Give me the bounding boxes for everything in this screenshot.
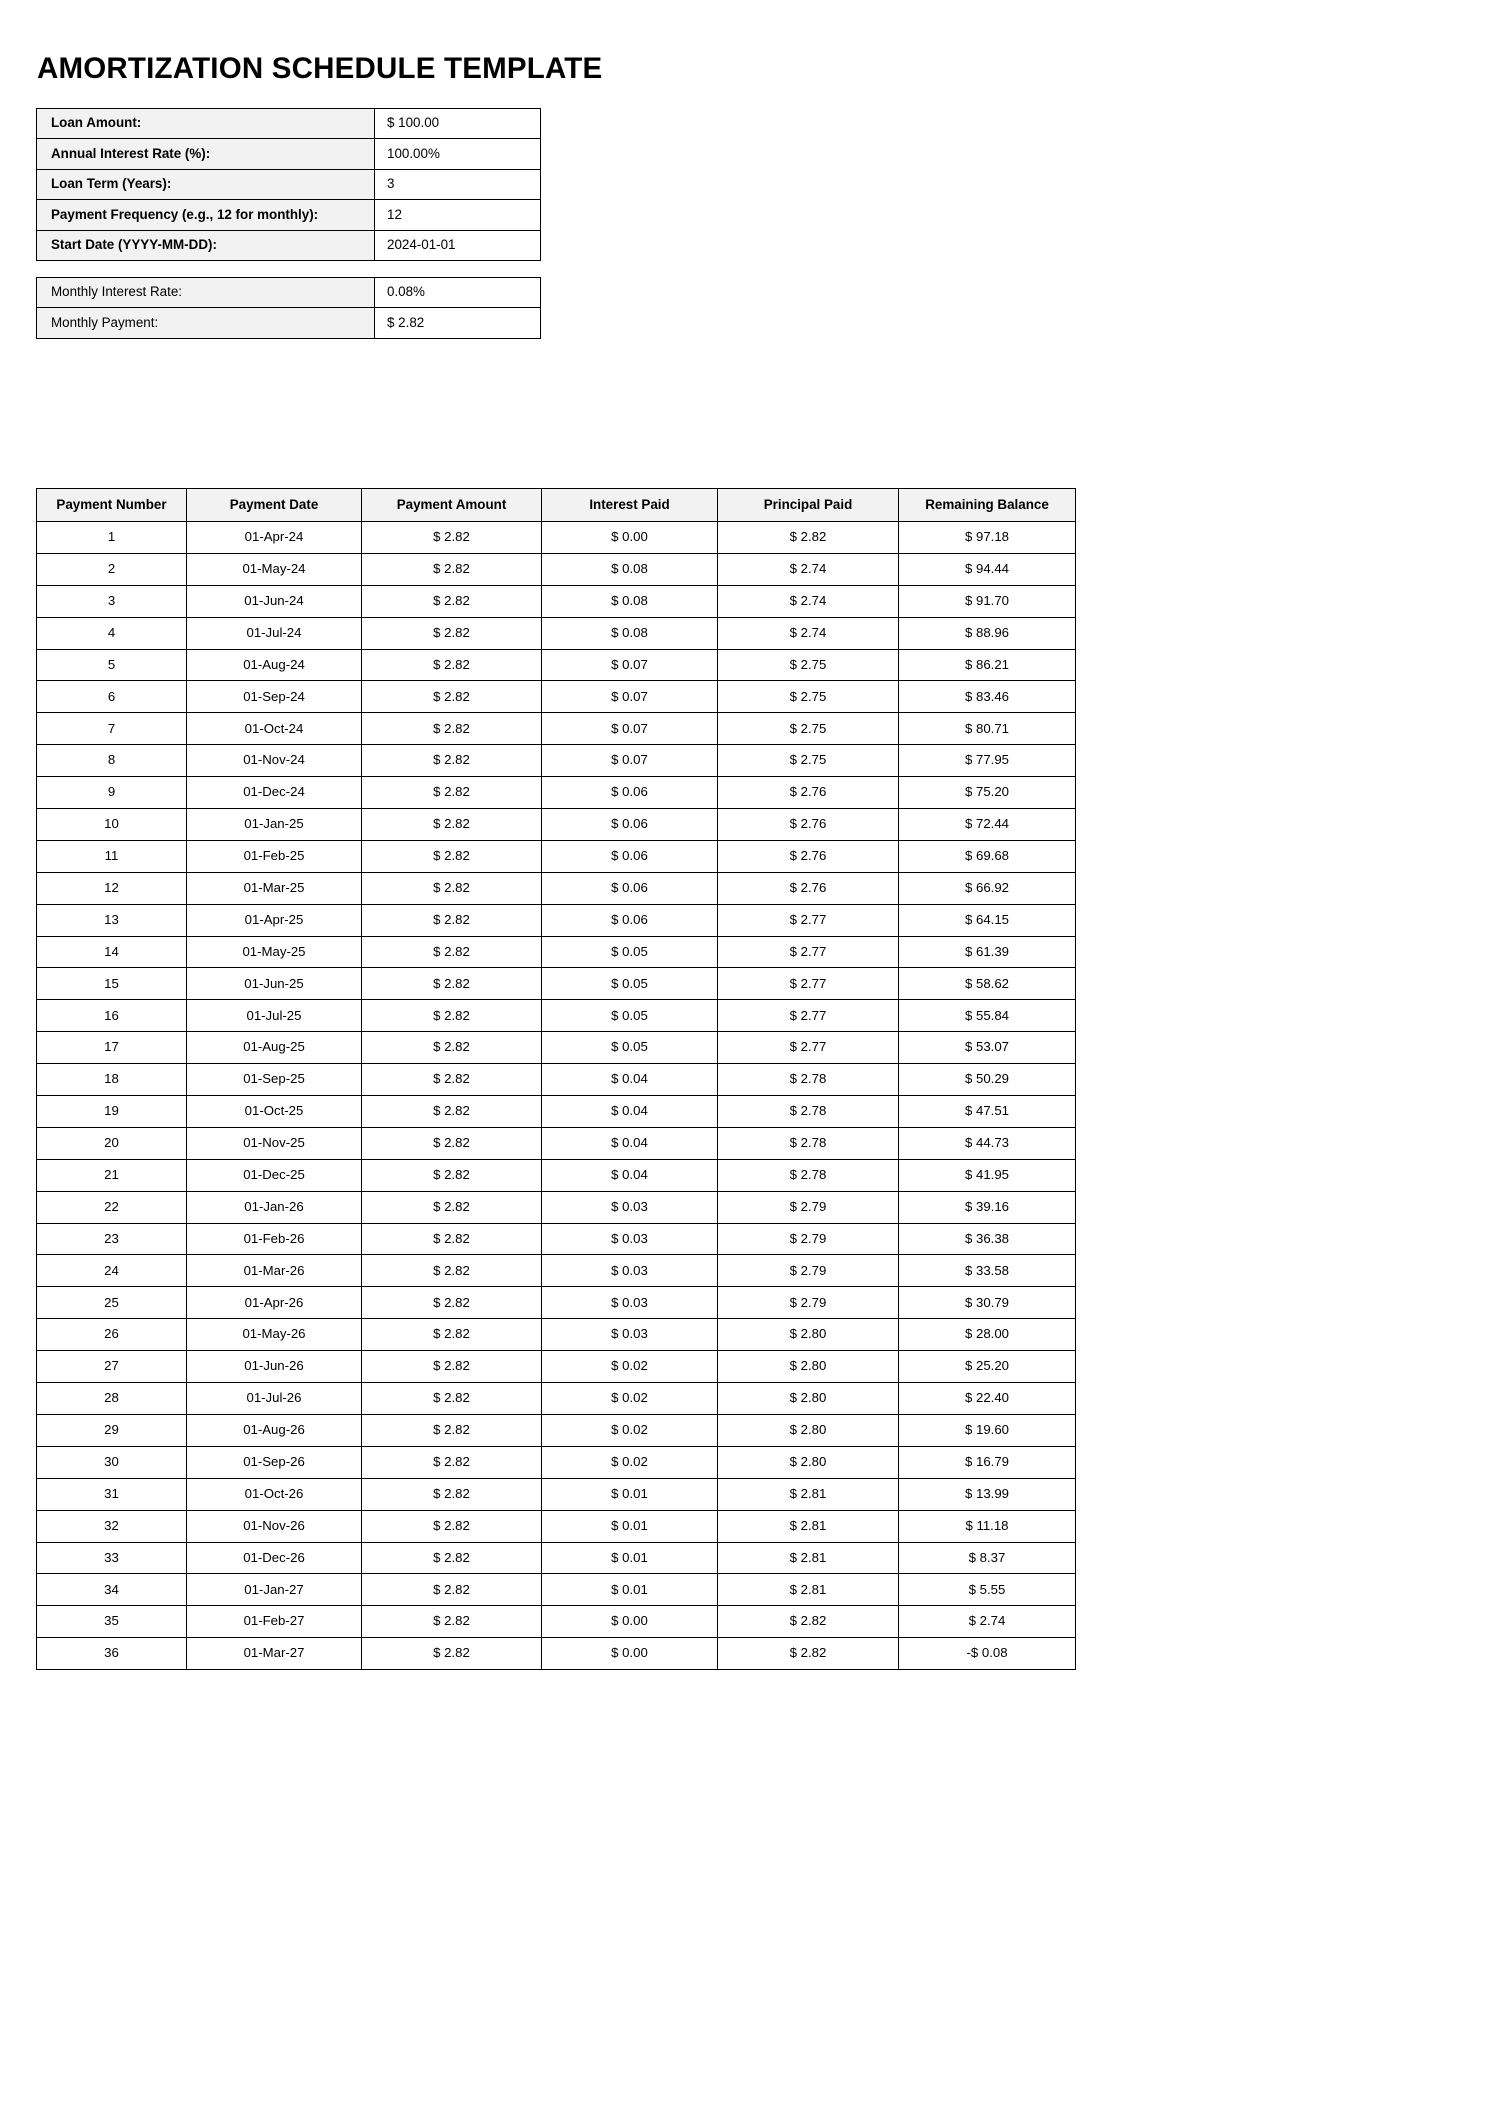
- payment-amount-cell: $ 2.82: [362, 1414, 542, 1446]
- principal-paid-cell: $ 2.77: [718, 1032, 899, 1064]
- payment-number-cell: 35: [37, 1606, 187, 1638]
- table-row: [37, 1255, 1076, 1287]
- payment-amount-cell: $ 2.82: [362, 1510, 542, 1542]
- payment-date-cell: 01-Jan-27: [187, 1574, 362, 1606]
- payment-date-cell: 01-Mar-26: [187, 1255, 362, 1287]
- remaining-balance-cell: $ 2.74: [899, 1606, 1076, 1638]
- table-row: [37, 840, 1076, 872]
- payment-number-cell: 15: [37, 968, 187, 1000]
- remaining-balance-cell: $ 53.07: [899, 1032, 1076, 1064]
- payment-number-cell: 21: [37, 1159, 187, 1191]
- interest-paid-cell: $ 0.03: [542, 1223, 718, 1255]
- interest-paid-cell: $ 0.00: [542, 522, 718, 554]
- payment-amount-cell: $ 2.82: [362, 1287, 542, 1319]
- interest-paid-cell: $ 0.02: [542, 1351, 718, 1383]
- payment-date-cell: 01-Dec-24: [187, 777, 362, 809]
- payment-date-cell: 01-Nov-25: [187, 1127, 362, 1159]
- principal-paid-cell: $ 2.74: [718, 553, 899, 585]
- derived-value[interactable]: $ 2.82: [375, 308, 541, 338]
- table-row: [37, 1159, 1076, 1191]
- schedule-header: [37, 489, 1076, 522]
- table-row: [37, 713, 1076, 745]
- interest-paid-cell: $ 0.01: [542, 1542, 718, 1574]
- interest-paid-cell: $ 0.03: [542, 1191, 718, 1223]
- principal-paid-cell: $ 2.81: [718, 1574, 899, 1606]
- payment-date-cell: 01-Jun-25: [187, 968, 362, 1000]
- payment-date-cell: 01-May-25: [187, 936, 362, 968]
- remaining-balance-cell: $ 44.73: [899, 1127, 1076, 1159]
- payment-number-cell: 29: [37, 1414, 187, 1446]
- payment-date-cell: 01-Oct-24: [187, 713, 362, 745]
- payment-number-cell: 10: [37, 809, 187, 841]
- schedule-column-header: Principal Paid: [718, 489, 899, 522]
- remaining-balance-cell: $ 83.46: [899, 681, 1076, 713]
- loan-input-row: [37, 230, 541, 260]
- principal-paid-cell: $ 2.78: [718, 1096, 899, 1128]
- remaining-balance-cell: $ 22.40: [899, 1383, 1076, 1415]
- payment-amount-cell: $ 2.82: [362, 1159, 542, 1191]
- principal-paid-cell: $ 2.81: [718, 1542, 899, 1574]
- remaining-balance-cell: $ 5.55: [899, 1574, 1076, 1606]
- table-row: [37, 1606, 1076, 1638]
- payment-date-cell: 01-Nov-24: [187, 745, 362, 777]
- loan-inputs-body: [37, 109, 541, 261]
- table-row: [37, 1542, 1076, 1574]
- schedule-column-header: Payment Date: [187, 489, 362, 522]
- payment-amount-cell: $ 2.82: [362, 713, 542, 745]
- principal-paid-cell: $ 2.76: [718, 809, 899, 841]
- payment-date-cell: 01-Apr-26: [187, 1287, 362, 1319]
- remaining-balance-cell: $ 72.44: [899, 809, 1076, 841]
- table-row: [37, 617, 1076, 649]
- payment-date-cell: 01-Jul-25: [187, 1000, 362, 1032]
- payment-number-cell: 23: [37, 1223, 187, 1255]
- remaining-balance-cell: $ 28.00: [899, 1319, 1076, 1351]
- table-row: [37, 522, 1076, 554]
- payment-date-cell: 01-May-26: [187, 1319, 362, 1351]
- principal-paid-cell: $ 2.75: [718, 681, 899, 713]
- remaining-balance-cell: $ 55.84: [899, 1000, 1076, 1032]
- payment-amount-cell: $ 2.82: [362, 1478, 542, 1510]
- remaining-balance-cell: $ 94.44: [899, 553, 1076, 585]
- amortization-schedule-table: [36, 488, 1076, 1670]
- derived-value[interactable]: 0.08%: [375, 278, 541, 308]
- payment-amount-cell: $ 2.82: [362, 1191, 542, 1223]
- payment-amount-cell: $ 2.82: [362, 872, 542, 904]
- table-row: [37, 1064, 1076, 1096]
- principal-paid-cell: $ 2.80: [718, 1319, 899, 1351]
- payment-amount-cell: $ 2.82: [362, 1255, 542, 1287]
- table-row: [37, 1414, 1076, 1446]
- principal-paid-cell: $ 2.76: [718, 777, 899, 809]
- table-row: [37, 1319, 1076, 1351]
- interest-paid-cell: $ 0.00: [542, 1638, 718, 1670]
- payment-date-cell: 01-Jan-25: [187, 809, 362, 841]
- derived-row: [37, 308, 541, 338]
- schedule-column-header: Remaining Balance: [899, 489, 1076, 522]
- principal-paid-cell: $ 2.79: [718, 1255, 899, 1287]
- remaining-balance-cell: $ 41.95: [899, 1159, 1076, 1191]
- remaining-balance-cell: $ 13.99: [899, 1478, 1076, 1510]
- payment-amount-cell: $ 2.82: [362, 1446, 542, 1478]
- payment-amount-cell: $ 2.82: [362, 777, 542, 809]
- principal-paid-cell: $ 2.82: [718, 1638, 899, 1670]
- remaining-balance-cell: $ 77.95: [899, 745, 1076, 777]
- table-row: [37, 681, 1076, 713]
- payment-number-cell: 9: [37, 777, 187, 809]
- payment-amount-cell: $ 2.82: [362, 1606, 542, 1638]
- payment-date-cell: 01-Apr-24: [187, 522, 362, 554]
- schedule-column-header: Payment Amount: [362, 489, 542, 522]
- interest-paid-cell: $ 0.04: [542, 1159, 718, 1191]
- table-row: [37, 1000, 1076, 1032]
- interest-paid-cell: $ 0.06: [542, 872, 718, 904]
- interest-paid-cell: $ 0.06: [542, 840, 718, 872]
- principal-paid-cell: $ 2.80: [718, 1351, 899, 1383]
- interest-paid-cell: $ 0.03: [542, 1255, 718, 1287]
- payment-number-cell: 8: [37, 745, 187, 777]
- loan-input-label: Loan Amount:: [37, 109, 375, 139]
- loan-input-value[interactable]: 3: [375, 169, 541, 199]
- payment-amount-cell: $ 2.82: [362, 1351, 542, 1383]
- principal-paid-cell: $ 2.80: [718, 1383, 899, 1415]
- payment-date-cell: 01-Jun-24: [187, 585, 362, 617]
- remaining-balance-cell: $ 88.96: [899, 617, 1076, 649]
- remaining-balance-cell: $ 58.62: [899, 968, 1076, 1000]
- payment-number-cell: 14: [37, 936, 187, 968]
- table-row: [37, 1287, 1076, 1319]
- table-row: [37, 904, 1076, 936]
- payment-date-cell: 01-Dec-26: [187, 1542, 362, 1574]
- payment-number-cell: 16: [37, 1000, 187, 1032]
- remaining-balance-cell: $ 97.18: [899, 522, 1076, 554]
- payment-number-cell: 12: [37, 872, 187, 904]
- derived-label: Monthly Interest Rate:: [37, 278, 375, 308]
- payment-amount-cell: $ 2.82: [362, 1127, 542, 1159]
- table-row: [37, 1383, 1076, 1415]
- principal-paid-cell: $ 2.80: [718, 1446, 899, 1478]
- payment-amount-cell: $ 2.82: [362, 1542, 542, 1574]
- principal-paid-cell: $ 2.78: [718, 1127, 899, 1159]
- payment-date-cell: 01-May-24: [187, 553, 362, 585]
- payment-amount-cell: $ 2.82: [362, 1000, 542, 1032]
- interest-paid-cell: $ 0.08: [542, 585, 718, 617]
- payment-number-cell: 7: [37, 713, 187, 745]
- payment-number-cell: 32: [37, 1510, 187, 1542]
- principal-paid-cell: $ 2.75: [718, 745, 899, 777]
- payment-amount-cell: $ 2.82: [362, 585, 542, 617]
- payment-number-cell: 6: [37, 681, 187, 713]
- interest-paid-cell: $ 0.02: [542, 1383, 718, 1415]
- principal-paid-cell: $ 2.75: [718, 649, 899, 681]
- payment-date-cell: 01-Feb-26: [187, 1223, 362, 1255]
- table-row: [37, 1574, 1076, 1606]
- interest-paid-cell: $ 0.04: [542, 1096, 718, 1128]
- payment-amount-cell: $ 2.82: [362, 681, 542, 713]
- schedule-body: [37, 522, 1076, 1670]
- payment-amount-cell: $ 2.82: [362, 1574, 542, 1606]
- remaining-balance-cell: $ 25.20: [899, 1351, 1076, 1383]
- remaining-balance-cell: $ 91.70: [899, 585, 1076, 617]
- principal-paid-cell: $ 2.78: [718, 1064, 899, 1096]
- payment-date-cell: 01-Aug-25: [187, 1032, 362, 1064]
- remaining-balance-cell: $ 33.58: [899, 1255, 1076, 1287]
- derived-values-body: [37, 278, 541, 339]
- payment-number-cell: 28: [37, 1383, 187, 1415]
- payment-number-cell: 30: [37, 1446, 187, 1478]
- loan-input-label: Loan Term (Years):: [37, 169, 375, 199]
- payment-number-cell: 27: [37, 1351, 187, 1383]
- remaining-balance-cell: $ 69.68: [899, 840, 1076, 872]
- interest-paid-cell: $ 0.04: [542, 1127, 718, 1159]
- principal-paid-cell: $ 2.77: [718, 936, 899, 968]
- payment-date-cell: 01-Sep-25: [187, 1064, 362, 1096]
- payment-date-cell: 01-Jan-26: [187, 1191, 362, 1223]
- schedule-column-header: Payment Number: [37, 489, 187, 522]
- table-row: [37, 649, 1076, 681]
- payment-number-cell: 33: [37, 1542, 187, 1574]
- interest-paid-cell: $ 0.00: [542, 1606, 718, 1638]
- payment-number-cell: 25: [37, 1287, 187, 1319]
- remaining-balance-cell: $ 86.21: [899, 649, 1076, 681]
- payment-date-cell: 01-Dec-25: [187, 1159, 362, 1191]
- remaining-balance-cell: $ 16.79: [899, 1446, 1076, 1478]
- payment-date-cell: 01-Nov-26: [187, 1510, 362, 1542]
- payment-date-cell: 01-Jul-26: [187, 1383, 362, 1415]
- interest-paid-cell: $ 0.07: [542, 681, 718, 713]
- payment-amount-cell: $ 2.82: [362, 904, 542, 936]
- principal-paid-cell: $ 2.76: [718, 840, 899, 872]
- remaining-balance-cell: $ 47.51: [899, 1096, 1076, 1128]
- loan-input-row: [37, 200, 541, 230]
- payment-date-cell: 01-Jun-26: [187, 1351, 362, 1383]
- payment-amount-cell: $ 2.82: [362, 1223, 542, 1255]
- table-row: [37, 872, 1076, 904]
- remaining-balance-cell: $ 66.92: [899, 872, 1076, 904]
- payment-number-cell: 22: [37, 1191, 187, 1223]
- payment-amount-cell: $ 2.82: [362, 809, 542, 841]
- payment-number-cell: 1: [37, 522, 187, 554]
- interest-paid-cell: $ 0.06: [542, 809, 718, 841]
- payment-date-cell: 01-Oct-26: [187, 1478, 362, 1510]
- principal-paid-cell: $ 2.79: [718, 1287, 899, 1319]
- principal-paid-cell: $ 2.82: [718, 522, 899, 554]
- payment-number-cell: 5: [37, 649, 187, 681]
- loan-input-label: Annual Interest Rate (%):: [37, 139, 375, 169]
- loan-input-value[interactable]: 2024-01-01: [375, 230, 541, 260]
- remaining-balance-cell: $ 36.38: [899, 1223, 1076, 1255]
- payment-date-cell: 01-Feb-27: [187, 1606, 362, 1638]
- table-row: [37, 1096, 1076, 1128]
- payment-amount-cell: $ 2.82: [362, 968, 542, 1000]
- remaining-balance-cell: $ 75.20: [899, 777, 1076, 809]
- payment-number-cell: 3: [37, 585, 187, 617]
- interest-paid-cell: $ 0.02: [542, 1446, 718, 1478]
- interest-paid-cell: $ 0.07: [542, 713, 718, 745]
- loan-input-value[interactable]: 100.00%: [375, 139, 541, 169]
- payment-number-cell: 11: [37, 840, 187, 872]
- payment-date-cell: 01-Mar-25: [187, 872, 362, 904]
- payment-amount-cell: $ 2.82: [362, 1638, 542, 1670]
- principal-paid-cell: $ 2.81: [718, 1478, 899, 1510]
- remaining-balance-cell: $ 61.39: [899, 936, 1076, 968]
- payment-amount-cell: $ 2.82: [362, 936, 542, 968]
- remaining-balance-cell: $ 8.37: [899, 1542, 1076, 1574]
- payment-number-cell: 24: [37, 1255, 187, 1287]
- loan-input-row: [37, 169, 541, 199]
- interest-paid-cell: $ 0.08: [542, 553, 718, 585]
- payment-number-cell: 17: [37, 1032, 187, 1064]
- remaining-balance-cell: $ 50.29: [899, 1064, 1076, 1096]
- table-row: [37, 1510, 1076, 1542]
- table-row: [37, 553, 1076, 585]
- table-row: [37, 1223, 1076, 1255]
- payment-amount-cell: $ 2.82: [362, 1032, 542, 1064]
- payment-number-cell: 2: [37, 553, 187, 585]
- principal-paid-cell: $ 2.78: [718, 1159, 899, 1191]
- table-row: [37, 585, 1076, 617]
- interest-paid-cell: $ 0.08: [542, 617, 718, 649]
- loan-input-row: [37, 109, 541, 139]
- principal-paid-cell: $ 2.80: [718, 1414, 899, 1446]
- table-row: [37, 809, 1076, 841]
- interest-paid-cell: $ 0.06: [542, 904, 718, 936]
- page-title: AMORTIZATION SCHEDULE TEMPLATE: [37, 52, 603, 85]
- interest-paid-cell: $ 0.05: [542, 968, 718, 1000]
- principal-paid-cell: $ 2.77: [718, 1000, 899, 1032]
- payment-date-cell: 01-Jul-24: [187, 617, 362, 649]
- payment-date-cell: 01-Sep-26: [187, 1446, 362, 1478]
- interest-paid-cell: $ 0.03: [542, 1319, 718, 1351]
- remaining-balance-cell: $ 64.15: [899, 904, 1076, 936]
- principal-paid-cell: $ 2.77: [718, 904, 899, 936]
- payment-number-cell: 18: [37, 1064, 187, 1096]
- table-row: [37, 1191, 1076, 1223]
- principal-paid-cell: $ 2.75: [718, 713, 899, 745]
- loan-input-label: Payment Frequency (e.g., 12 for monthly):: [37, 200, 375, 230]
- table-row: [37, 968, 1076, 1000]
- interest-paid-cell: $ 0.07: [542, 745, 718, 777]
- derived-label: Monthly Payment:: [37, 308, 375, 338]
- interest-paid-cell: $ 0.05: [542, 936, 718, 968]
- payment-amount-cell: $ 2.82: [362, 617, 542, 649]
- payment-amount-cell: $ 2.82: [362, 1096, 542, 1128]
- principal-paid-cell: $ 2.74: [718, 617, 899, 649]
- loan-input-row: [37, 139, 541, 169]
- schedule-column-header: Interest Paid: [542, 489, 718, 522]
- payment-date-cell: 01-Sep-24: [187, 681, 362, 713]
- loan-input-label: Start Date (YYYY-MM-DD):: [37, 230, 375, 260]
- loan-input-value[interactable]: $ 100.00: [375, 109, 541, 139]
- payment-date-cell: 01-Aug-24: [187, 649, 362, 681]
- table-row: [37, 745, 1076, 777]
- interest-paid-cell: $ 0.01: [542, 1510, 718, 1542]
- principal-paid-cell: $ 2.79: [718, 1223, 899, 1255]
- payment-date-cell: 01-Mar-27: [187, 1638, 362, 1670]
- interest-paid-cell: $ 0.05: [542, 1000, 718, 1032]
- derived-values-table: [36, 277, 541, 339]
- remaining-balance-cell: $ 19.60: [899, 1414, 1076, 1446]
- interest-paid-cell: $ 0.07: [542, 649, 718, 681]
- interest-paid-cell: $ 0.01: [542, 1478, 718, 1510]
- payment-amount-cell: $ 2.82: [362, 649, 542, 681]
- payment-number-cell: 4: [37, 617, 187, 649]
- payment-amount-cell: $ 2.82: [362, 1383, 542, 1415]
- derived-row: [37, 278, 541, 308]
- payment-amount-cell: $ 2.82: [362, 840, 542, 872]
- schedule-header-row: [37, 489, 1076, 522]
- interest-paid-cell: $ 0.03: [542, 1287, 718, 1319]
- payment-number-cell: 26: [37, 1319, 187, 1351]
- interest-paid-cell: $ 0.05: [542, 1032, 718, 1064]
- payment-amount-cell: $ 2.82: [362, 522, 542, 554]
- remaining-balance-cell: $ 80.71: [899, 713, 1076, 745]
- interest-paid-cell: $ 0.01: [542, 1574, 718, 1606]
- payment-date-cell: 01-Apr-25: [187, 904, 362, 936]
- interest-paid-cell: $ 0.02: [542, 1414, 718, 1446]
- payment-number-cell: 19: [37, 1096, 187, 1128]
- table-row: [37, 1478, 1076, 1510]
- remaining-balance-cell: $ 39.16: [899, 1191, 1076, 1223]
- principal-paid-cell: $ 2.82: [718, 1606, 899, 1638]
- table-row: [37, 1638, 1076, 1670]
- remaining-balance-cell: $ 11.18: [899, 1510, 1076, 1542]
- payment-amount-cell: $ 2.82: [362, 1319, 542, 1351]
- principal-paid-cell: $ 2.77: [718, 968, 899, 1000]
- payment-number-cell: 36: [37, 1638, 187, 1670]
- interest-paid-cell: $ 0.04: [542, 1064, 718, 1096]
- payment-date-cell: 01-Oct-25: [187, 1096, 362, 1128]
- table-row: [37, 936, 1076, 968]
- table-row: [37, 1351, 1076, 1383]
- loan-inputs-table: [36, 108, 541, 261]
- principal-paid-cell: $ 2.81: [718, 1510, 899, 1542]
- table-row: [37, 777, 1076, 809]
- table-row: [37, 1446, 1076, 1478]
- payment-number-cell: 13: [37, 904, 187, 936]
- payment-date-cell: 01-Aug-26: [187, 1414, 362, 1446]
- payment-amount-cell: $ 2.82: [362, 553, 542, 585]
- principal-paid-cell: $ 2.79: [718, 1191, 899, 1223]
- table-row: [37, 1032, 1076, 1064]
- table-row: [37, 1127, 1076, 1159]
- payment-date-cell: 01-Feb-25: [187, 840, 362, 872]
- payment-amount-cell: $ 2.82: [362, 745, 542, 777]
- remaining-balance-cell: $ 30.79: [899, 1287, 1076, 1319]
- payment-number-cell: 34: [37, 1574, 187, 1606]
- interest-paid-cell: $ 0.06: [542, 777, 718, 809]
- principal-paid-cell: $ 2.76: [718, 872, 899, 904]
- loan-input-value[interactable]: 12: [375, 200, 541, 230]
- principal-paid-cell: $ 2.74: [718, 585, 899, 617]
- payment-number-cell: 20: [37, 1127, 187, 1159]
- remaining-balance-cell: -$ 0.08: [899, 1638, 1076, 1670]
- payment-number-cell: 31: [37, 1478, 187, 1510]
- payment-amount-cell: $ 2.82: [362, 1064, 542, 1096]
